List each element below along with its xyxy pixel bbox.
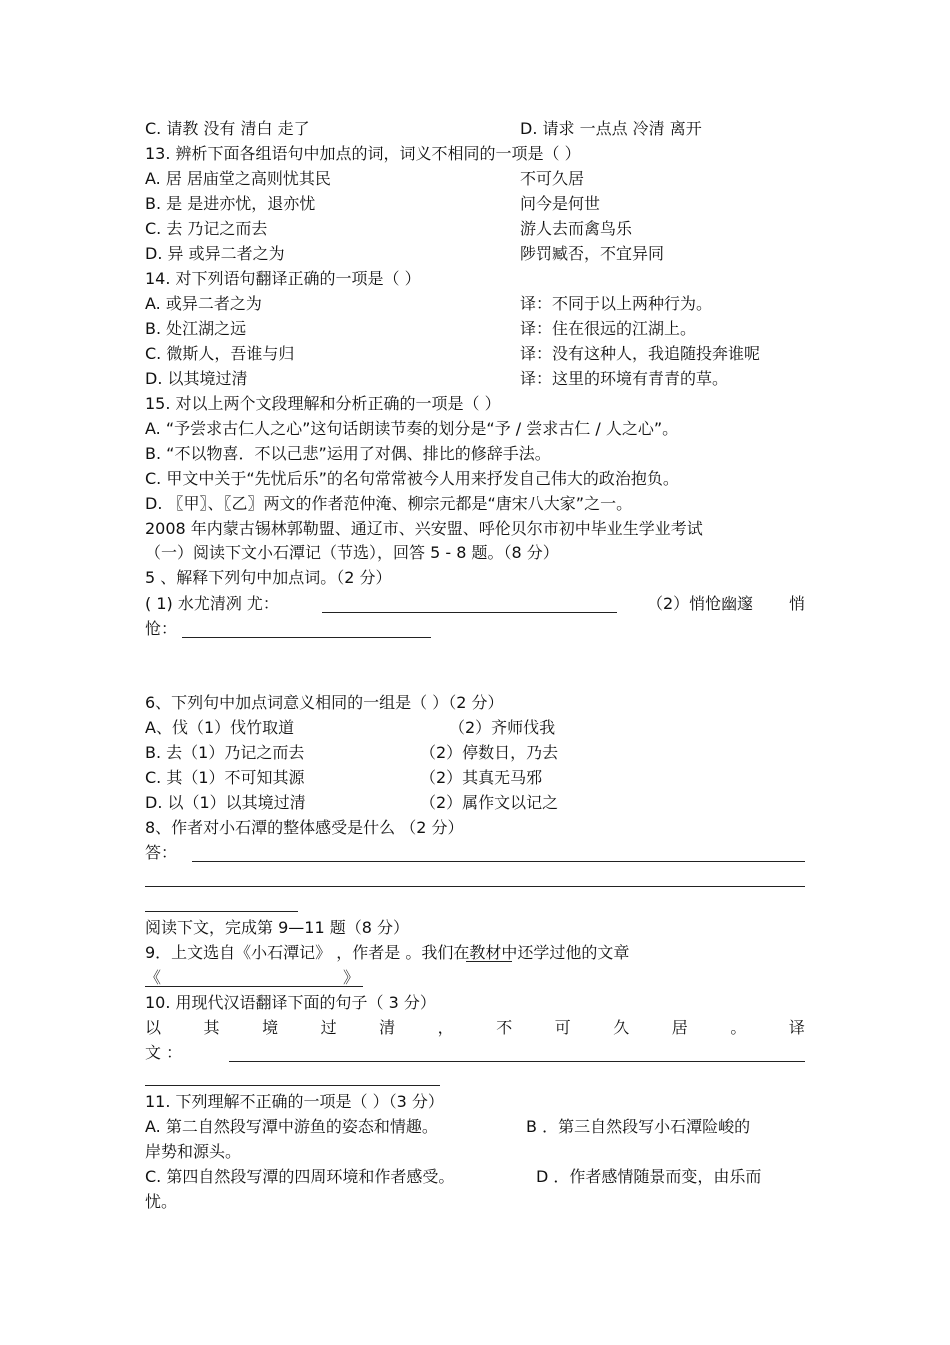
q13-option-b: B. 是 是进亦忧，退亦忧: [145, 194, 316, 213]
q10-char: 可: [554, 1018, 571, 1037]
q12-option-c: C. 请教 没有 清白 走了: [145, 119, 310, 138]
q5-part-1: ( 1) 水尤清冽 尤：: [145, 594, 279, 613]
q13-option-a: A. 居 居庙堂之高则忧其民: [145, 169, 331, 188]
q13-option-c-right: 游人去而禽鸟乐: [520, 219, 633, 238]
q11-option-c: C. 第四自然段写潭的四周环境和作者感受。: [145, 1167, 455, 1186]
q10-char: 居: [671, 1018, 688, 1037]
q15-option-b: B. “不以物喜．不以己悲”运用了对偶、排比的修辞手法。: [145, 444, 551, 463]
q10-char: 以: [145, 1018, 162, 1037]
q15-option-d: D. 〖甲〗、〖乙〗两文的作者范仲淹、柳宗元都是“唐宋八大家”之一。: [145, 494, 633, 513]
q9-title-blank[interactable]: [145, 986, 363, 987]
q13-option-d-right: 陟罚臧否，不宜异同: [520, 244, 665, 263]
q9-author-blank[interactable]: [466, 961, 512, 962]
q6-option-a: A、伐（1）伐竹取道: [145, 718, 295, 737]
q13-option-c: C. 去 乃记之而去: [145, 219, 268, 238]
q14-option-d-right: 译：这里的环境有青青的草。: [520, 369, 729, 388]
q10-char: 不: [496, 1018, 513, 1037]
q11-option-b: B ．第三自然段写小石潭险峻的: [526, 1117, 751, 1136]
q8-answer-line-1[interactable]: [192, 861, 805, 862]
q5-answer-blank-2[interactable]: [182, 637, 431, 638]
q10-char: 过: [320, 1018, 337, 1037]
q10-answer-line-1[interactable]: [229, 1061, 805, 1062]
section-2-heading: 阅读下文，完成第 9—11 题（8 分）: [145, 918, 409, 937]
q10-sentence: [145, 1018, 805, 1038]
q6-option-d: D. 以（1）以其境过清: [145, 793, 306, 812]
q6-option-b: B. 去（1）乃记之而去: [145, 743, 305, 762]
q6-option-c: C. 其（1）不可知其源: [145, 768, 305, 787]
q15-option-c: C. 甲文中关于“先忧后乐”的名句常常被今人用来抒发自己伟大的政治抱负。: [145, 469, 679, 488]
q5-stem: 5 、解释下列句中加点词。（2 分）: [145, 568, 392, 587]
q10-answer-line-2[interactable]: [145, 1085, 440, 1086]
section-1-heading: （一）阅读下文小石潭记（节选），回答 5 - 8 题。（8 分）: [145, 543, 559, 562]
q14-stem: 14. 对下列语句翻译正确的一项是（ ）: [145, 269, 421, 288]
q5-part-2: （2）悄怆幽邃: [647, 594, 754, 613]
q10-translation-label: 文 ：: [145, 1043, 183, 1062]
q10-char: 。: [730, 1018, 747, 1037]
q11-option-d-cont: 忧。: [145, 1192, 178, 1211]
q8-answer-label: 答：: [145, 843, 178, 862]
q13-option-b-right: 问今是何世: [520, 194, 601, 213]
q8-stem: 8、作者对小石潭的整体感受是什么 （2 分）: [145, 818, 464, 837]
q14-option-c-right: 译：没有这种人，我追随投奔谁呢: [520, 344, 761, 363]
q9-title-open: 《: [145, 968, 162, 987]
q11-option-a: A. 第二自然段写潭中游鱼的姿态和情趣。: [145, 1117, 438, 1136]
q14-option-a-right: 译：不同于以上两种行为。: [520, 294, 713, 313]
q15-stem: 15. 对以上两个文段理解和分析正确的一项是（ ）: [145, 394, 501, 413]
q14-option-b-right: 译：住在很远的江湖上。: [520, 319, 697, 338]
q14-option-c: C. 微斯人，吾谁与归: [145, 344, 295, 363]
q6-stem: 6、下列句中加点词意义相同的一组是（ ）（2 分）: [145, 693, 504, 712]
q5-part-2-cont: 怆：: [145, 619, 178, 638]
q6-option-b-right: （2）停数日，乃去: [420, 743, 559, 762]
q10-char: 清: [379, 1018, 396, 1037]
q10-char: 其: [203, 1018, 220, 1037]
q8-answer-line-2[interactable]: [145, 886, 805, 887]
exam-title: 2008 年内蒙古锡林郭勒盟、通辽市、兴安盟、呼伦贝尔市初中毕业生学业考试: [145, 519, 703, 538]
q14-option-a: A. 或异二者之为: [145, 294, 262, 313]
q13-option-d: D. 异 或异二者之为: [145, 244, 285, 263]
q6-option-a-right: （2）齐师伐我: [449, 718, 556, 737]
q10-char: ，: [437, 1018, 454, 1037]
q6-option-c-right: （2）其真无马邪: [420, 768, 543, 787]
q10-char: 译: [788, 1018, 805, 1037]
q15-option-a: A. “予尝求古仁人之心”这句话朗读节奏的划分是“予 / 尝求古仁 / 人之心”。: [145, 419, 679, 438]
q5-part-2-tail: 悄: [789, 594, 806, 613]
q5-answer-blank-1[interactable]: [322, 612, 617, 613]
q9-stem: 9．上文选自《小石潭记》 ，作者是 。我们在教材中还学过他的文章: [145, 943, 630, 962]
q9-title-close: 》: [343, 968, 360, 987]
q12-option-d: D. 请求 一点点 冷清 离开: [520, 119, 702, 138]
q10-char: 久: [613, 1018, 630, 1037]
q6-option-d-right: （2）属作文以记之: [420, 793, 559, 812]
q11-option-b-cont: 岸势和源头。: [145, 1142, 242, 1161]
q14-option-b: B. 处江湖之远: [145, 319, 247, 338]
q13-option-a-right: 不可久居: [520, 169, 585, 188]
q14-option-d: D. 以其境过清: [145, 369, 248, 388]
q11-stem: 11. 下列理解不正确的一项是（ ）（3 分）: [145, 1092, 444, 1111]
q10-char: 境: [262, 1018, 279, 1037]
q11-option-d: D ．作者感情随景而变，由乐而: [536, 1167, 762, 1186]
q8-answer-line-3[interactable]: [145, 911, 298, 912]
q10-stem: 10. 用现代汉语翻译下面的句子（ 3 分）: [145, 993, 436, 1012]
q13-stem: 13. 辨析下面各组语句中加点的词，词义不相同的一项是（ ）: [145, 144, 581, 163]
